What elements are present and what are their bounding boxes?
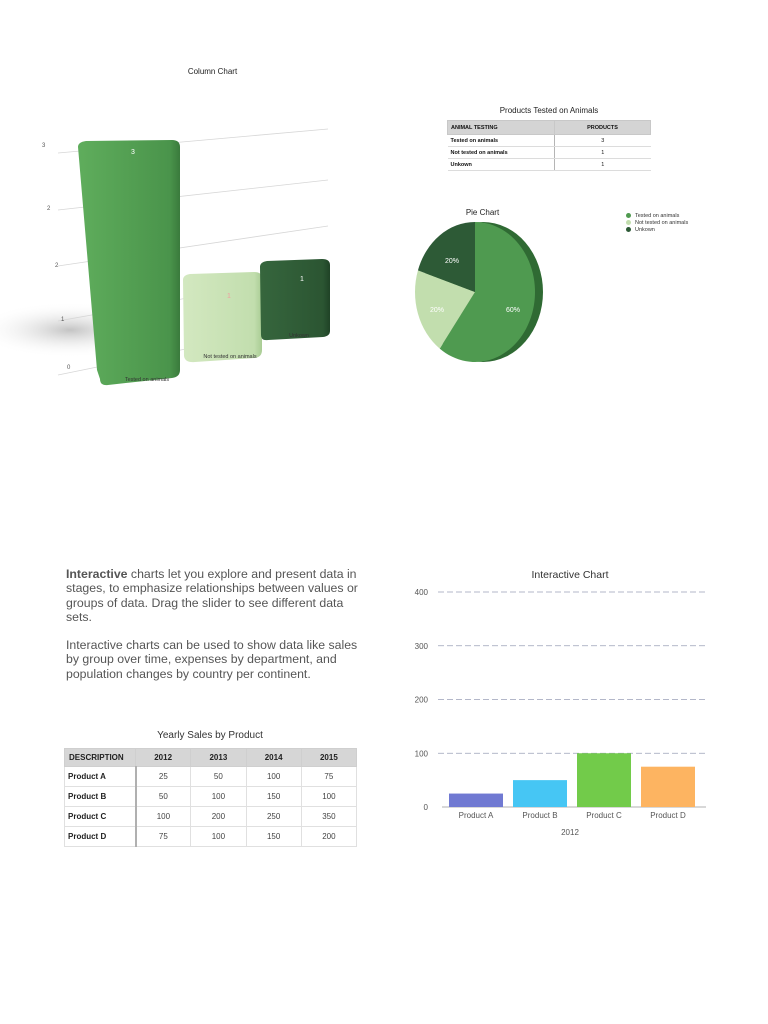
table-row <box>65 787 357 807</box>
sales-table-header: 2013 <box>191 749 246 767</box>
column-chart <box>0 95 420 405</box>
column-value-label: 1 <box>227 293 231 300</box>
interactive-bar <box>513 780 567 807</box>
table-cell: 100 <box>191 827 246 847</box>
sales-table <box>64 748 357 847</box>
table-cell: 150 <box>246 787 301 807</box>
table-cell: Tested on animals <box>448 135 555 147</box>
table-cell: 75 <box>136 827 191 847</box>
column-value-label: 3 <box>131 149 135 156</box>
interactive-category-label: Product B <box>522 811 558 820</box>
table-row <box>65 807 357 827</box>
table-cell: 50 <box>136 787 191 807</box>
table-row <box>448 147 651 159</box>
products-table-title: Products Tested on Animals <box>499 106 599 115</box>
second-paragraph: Interactive charts can be used to show data like sales by group over time, expenses by department, and population changes by country per continent. <box>66 638 358 681</box>
table-row <box>65 827 357 847</box>
table-cell: 100 <box>246 767 301 787</box>
intro-paragraph <box>66 567 366 624</box>
table-row <box>65 767 357 787</box>
interactive-xlabel-year: 2012 <box>561 828 579 837</box>
legend-label: Not tested on animals <box>635 219 689 226</box>
interactive-category-label: Product A <box>458 811 494 820</box>
table-cell: Product B <box>65 787 136 807</box>
table-cell: 75 <box>301 767 356 787</box>
interactive-bar <box>577 753 631 807</box>
pie-legend <box>626 212 688 233</box>
legend-swatch <box>626 213 631 218</box>
legend-label: Tested on animals <box>635 212 680 219</box>
table-cell: Product D <box>65 827 136 847</box>
sales-table-title: Yearly Sales by Product <box>157 730 263 741</box>
column-ytick: 2 <box>47 206 51 212</box>
table-cell: 250 <box>246 807 301 827</box>
column-category-label: Tested on animals <box>124 377 170 383</box>
legend-swatch <box>626 220 631 225</box>
interactive-bar <box>449 794 503 807</box>
interactive-ytick: 300 <box>414 641 428 651</box>
pie-slice-label: 20% <box>444 258 460 265</box>
table-cell: 350 <box>301 807 356 827</box>
table-cell: 50 <box>191 767 246 787</box>
column-ytick: 2 <box>55 263 59 269</box>
table-cell: Product A <box>65 767 136 787</box>
table-cell: 100 <box>191 787 246 807</box>
interactive-chart <box>400 585 720 845</box>
table-cell: 1 <box>555 147 651 159</box>
sales-table-header: 2012 <box>136 749 191 767</box>
column-value-label: 1 <box>300 276 304 283</box>
column-ytick: 3 <box>42 143 46 149</box>
pie-chart-title: Pie Chart <box>465 208 500 217</box>
interactive-ytick: 100 <box>414 749 428 759</box>
table-cell: Not tested on animals <box>448 147 555 159</box>
table-cell: 200 <box>191 807 246 827</box>
sales-table-header: 2014 <box>246 749 301 767</box>
column-chart-title: Column Chart <box>187 67 238 76</box>
column-bar <box>183 272 262 362</box>
products-table <box>447 120 651 171</box>
table-cell: 1 <box>555 159 651 171</box>
column-category-label: Unkown <box>289 333 309 339</box>
sales-table-header: DESCRIPTION <box>65 749 136 767</box>
interactive-ytick: 0 <box>423 803 428 812</box>
legend-item <box>626 226 688 233</box>
table-cell: Product C <box>65 807 136 827</box>
interactive-chart-title: Interactive Chart <box>531 569 609 581</box>
column-ytick: 0 <box>67 365 71 371</box>
column-category-label: Not tested on animals <box>203 354 257 360</box>
table-cell: 200 <box>301 827 356 847</box>
intro-text: charts let you explore and present data in stages, to emphasize relationships between values or groups of data. Drag the slider to see different data sets. <box>66 567 358 624</box>
table-cell: 100 <box>301 787 356 807</box>
table-row <box>448 135 651 147</box>
column-bar <box>260 259 330 340</box>
products-table-header: ANIMAL TESTING <box>448 121 555 135</box>
interactive-bar <box>641 767 695 807</box>
interactive-category-label: Product D <box>650 811 686 820</box>
legend-swatch <box>626 227 631 232</box>
interactive-ytick: 400 <box>414 588 428 597</box>
pie-slice-label: 60% <box>505 307 521 314</box>
table-cell: 100 <box>136 807 191 827</box>
table-cell: 3 <box>555 135 651 147</box>
interactive-ytick: 200 <box>414 695 428 705</box>
table-cell: Unkown <box>448 159 555 171</box>
products-table-header: PRODUCTS <box>555 121 651 135</box>
legend-item <box>626 219 688 226</box>
table-cell: 25 <box>136 767 191 787</box>
intro-bold-word: Interactive <box>66 567 128 581</box>
pie-slice-label: 20% <box>429 307 445 314</box>
pie-chart <box>415 220 565 370</box>
legend-label: Unkown <box>635 226 655 233</box>
column-ytick: 1 <box>61 317 65 323</box>
table-cell: 150 <box>246 827 301 847</box>
table-row <box>448 159 651 171</box>
sales-table-header: 2015 <box>301 749 356 767</box>
interactive-category-label: Product C <box>586 811 622 820</box>
legend-item <box>626 212 688 219</box>
